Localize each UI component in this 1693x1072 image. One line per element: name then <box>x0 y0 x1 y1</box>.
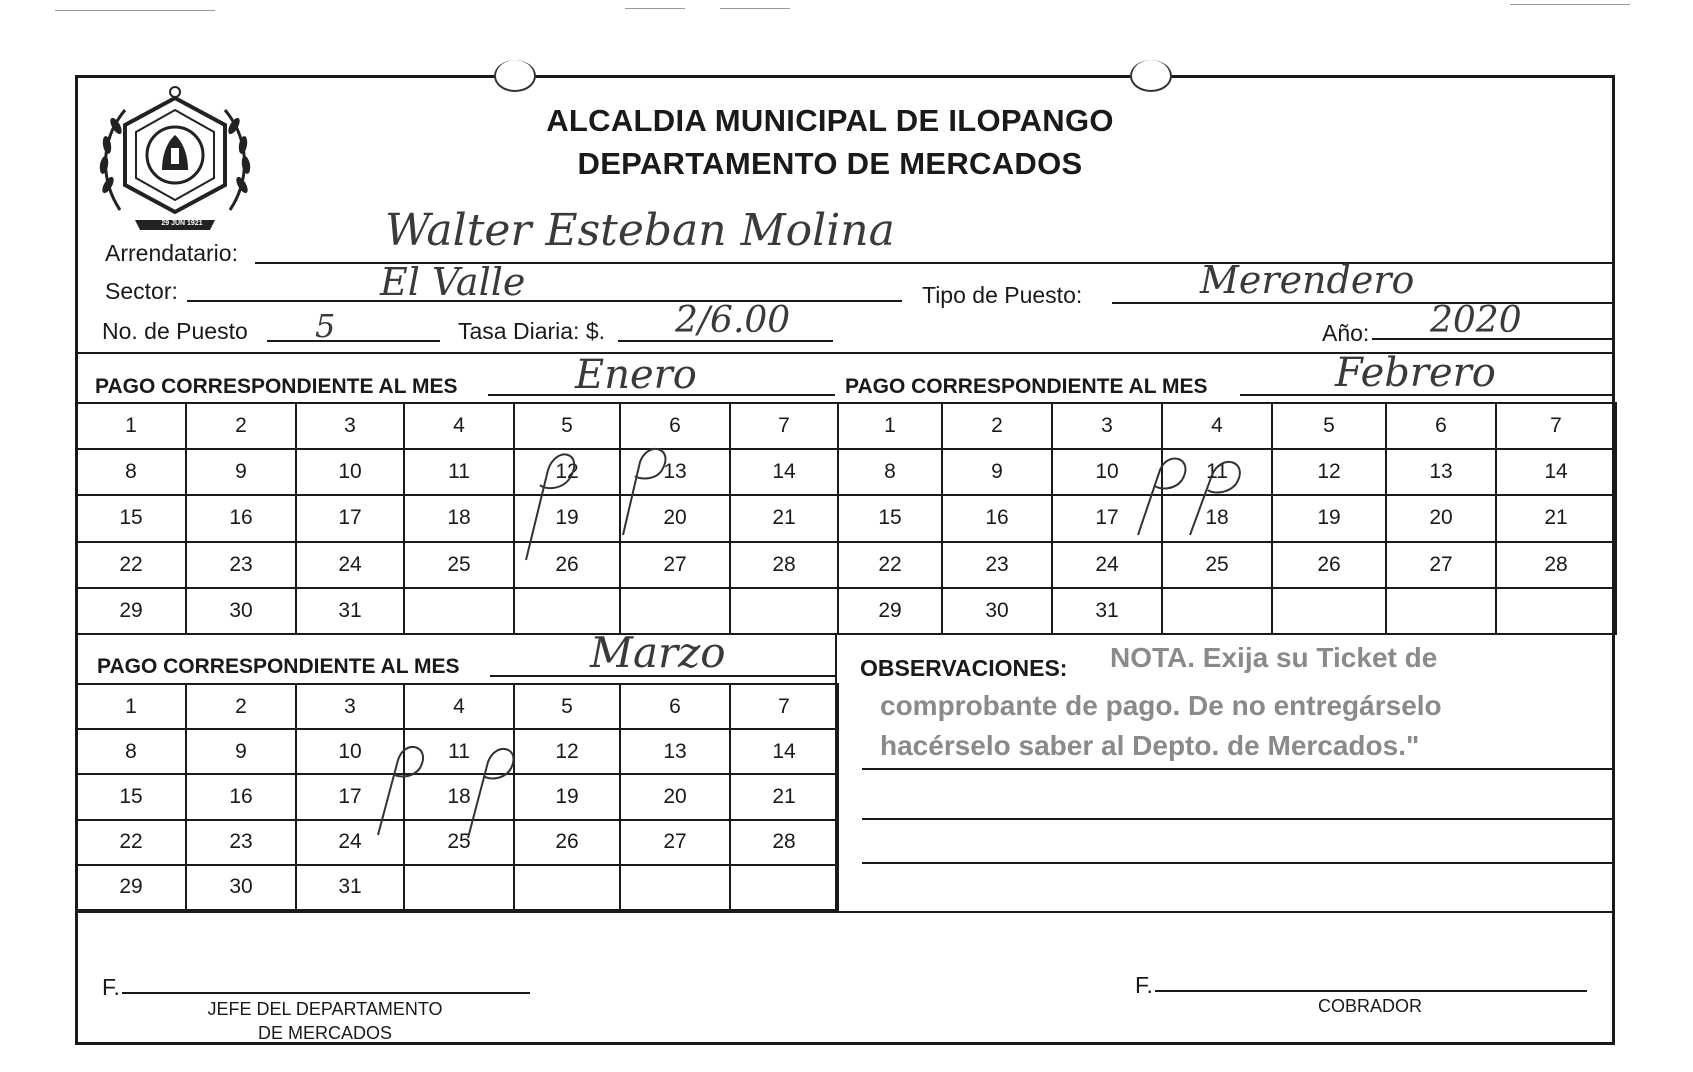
sector-label: Sector: <box>105 278 178 304</box>
anio-value: 2020 <box>1430 300 1522 341</box>
calendar-day-cell: 17 <box>1052 495 1162 541</box>
calendar-day-cell: 19 <box>1272 495 1386 541</box>
calendar-day-cell <box>730 588 838 634</box>
sector-value: El Valle <box>380 260 526 304</box>
jefe-signature-title <box>150 997 500 1045</box>
calendar-day-cell: 26 <box>514 542 620 588</box>
calendar-day-cell: 4 <box>404 684 514 729</box>
tasa-label: Tasa Diaria: $. <box>458 318 606 344</box>
observaciones-label: OBSERVACIONES: <box>860 655 1068 681</box>
calendar-day-cell: 23 <box>942 542 1052 588</box>
observaciones-divider <box>835 635 837 911</box>
calendar-day-cell: 3 <box>1052 403 1162 449</box>
jefe-signature-prefix: F. <box>102 974 120 1000</box>
calendar-week-row <box>76 729 838 774</box>
month3-calendar <box>75 683 839 911</box>
calendar-day-cell <box>1386 588 1496 634</box>
calendar-day-cell: 28 <box>730 820 838 865</box>
calendar-day-cell: 7 <box>730 403 838 449</box>
calendar-day-cell: 11 <box>404 729 514 774</box>
month2-value: Febrero <box>1335 350 1496 396</box>
month2-calendar <box>837 402 1617 635</box>
calendar-day-cell: 31 <box>296 588 404 634</box>
calendar-day-cell: 27 <box>620 820 730 865</box>
section-divider <box>75 911 1615 913</box>
calendar-day-cell: 28 <box>730 542 838 588</box>
calendar-week-row <box>838 403 1616 449</box>
calendar-week-row <box>838 588 1616 634</box>
calendar-day-cell: 1 <box>76 403 186 449</box>
calendar-day-cell: 25 <box>404 820 514 865</box>
calendar-day-cell: 5 <box>1272 403 1386 449</box>
calendar-day-cell <box>1162 588 1272 634</box>
calendar-day-cell: 6 <box>620 403 730 449</box>
calendar-day-cell: 1 <box>838 403 942 449</box>
calendar-day-cell: 2 <box>942 403 1052 449</box>
anio-label: Año: <box>1322 320 1370 346</box>
calendar-day-cell: 19 <box>514 774 620 819</box>
calendar-day-cell: 24 <box>1052 542 1162 588</box>
calendar-day-cell: 15 <box>838 495 942 541</box>
calendar-day-cell: 14 <box>730 729 838 774</box>
calendar-week-row <box>838 495 1616 541</box>
calendar-day-cell: 15 <box>76 495 186 541</box>
calendar-day-cell: 10 <box>296 729 404 774</box>
calendar-day-cell: 5 <box>514 403 620 449</box>
calendar-day-cell: 10 <box>296 449 404 495</box>
calendar-day-cell: 8 <box>76 449 186 495</box>
calendar-day-cell: 9 <box>942 449 1052 495</box>
calendar-day-cell: 14 <box>730 449 838 495</box>
nota-line-1: NOTA. Exija su Ticket de <box>1110 642 1438 673</box>
calendar-week-row <box>76 865 838 910</box>
month1-value: Enero <box>575 352 697 398</box>
calendar-day-cell: 31 <box>1052 588 1162 634</box>
puesto-value: 5 <box>315 307 336 345</box>
calendar-day-cell: 31 <box>296 865 404 910</box>
calendar-day-cell: 4 <box>1162 403 1272 449</box>
tasa-value: 2/6.00 <box>675 300 791 341</box>
calendar-day-cell: 18 <box>404 774 514 819</box>
punch-hole <box>494 60 536 92</box>
jefe-title-line-2: DE MERCADOS <box>257 1023 392 1043</box>
calendar-day-cell: 17 <box>296 495 404 541</box>
department-title: DEPARTAMENTO DE MERCADOS <box>577 146 1083 181</box>
scan-mark <box>1510 4 1630 5</box>
calendar-week-row <box>76 774 838 819</box>
tipo-puesto-line <box>1112 302 1615 304</box>
calendar-day-cell: 30 <box>942 588 1052 634</box>
calendar-day-cell: 22 <box>76 542 186 588</box>
month3-value: Marzo <box>590 628 726 677</box>
month2-label: PAGO CORRESPONDIENTE AL MES <box>845 375 1208 398</box>
calendar-day-cell: 18 <box>404 495 514 541</box>
calendar-week-row <box>76 495 838 541</box>
seal-date: 29 JUN 1921 <box>161 220 203 227</box>
calendar-day-cell: 8 <box>76 729 186 774</box>
calendar-day-cell: 2 <box>186 684 296 729</box>
calendar-day-cell: 30 <box>186 865 296 910</box>
calendar-day-cell: 18 <box>1162 495 1272 541</box>
calendar-day-cell: 16 <box>942 495 1052 541</box>
calendar-day-cell: 5 <box>514 684 620 729</box>
calendar-day-cell: 25 <box>404 542 514 588</box>
scan-mark <box>55 10 215 11</box>
arrendatario-label: Arrendatario: <box>105 240 238 266</box>
calendar-day-cell: 29 <box>76 865 186 910</box>
calendar-week-row <box>76 684 838 729</box>
month3-label: PAGO CORRESPONDIENTE AL MES <box>97 655 460 678</box>
puesto-label: No. de Puesto <box>102 318 248 344</box>
tipo-puesto-label: Tipo de Puesto: <box>922 282 1083 308</box>
calendar-day-cell: 28 <box>1496 542 1616 588</box>
calendar-day-cell: 27 <box>1386 542 1496 588</box>
calendar-day-cell: 3 <box>296 684 404 729</box>
calendar-day-cell: 12 <box>514 449 620 495</box>
month1-calendar <box>75 402 839 635</box>
calendar-day-cell <box>620 865 730 910</box>
calendar-week-row <box>76 820 838 865</box>
nota-line-2: comprobante de pago. De no entregárselo <box>880 690 1442 721</box>
calendar-day-cell: 21 <box>730 774 838 819</box>
calendar-day-cell: 30 <box>186 588 296 634</box>
calendar-day-cell: 9 <box>186 449 296 495</box>
tipo-puesto-value: Merendero <box>1200 258 1415 302</box>
calendar-day-cell: 13 <box>620 449 730 495</box>
observaciones-line <box>862 768 1615 770</box>
punch-hole <box>1130 60 1172 92</box>
calendar-day-cell: 22 <box>838 542 942 588</box>
scan-mark <box>625 8 685 9</box>
calendar-day-cell: 26 <box>1272 542 1386 588</box>
calendar-day-cell <box>404 588 514 634</box>
arrendatario-value: Walter Esteban Molina <box>385 205 895 256</box>
calendar-day-cell: 29 <box>838 588 942 634</box>
calendar-day-cell: 6 <box>620 684 730 729</box>
nota-line-3: hacérselo saber al Depto. de Mercados." <box>880 730 1420 761</box>
puesto-line <box>267 340 440 342</box>
calendar-day-cell: 13 <box>620 729 730 774</box>
calendar-day-cell: 4 <box>404 403 514 449</box>
municipality-title: ALCALDIA MUNICIPAL DE ILOPANGO <box>546 103 1114 138</box>
calendar-day-cell: 24 <box>296 820 404 865</box>
calendar-day-cell: 19 <box>514 495 620 541</box>
calendar-day-cell <box>514 865 620 910</box>
observaciones-line <box>862 818 1615 820</box>
calendar-day-cell: 23 <box>186 820 296 865</box>
calendar-day-cell: 27 <box>620 542 730 588</box>
calendar-day-cell: 1 <box>76 684 186 729</box>
jefe-title-line-1: JEFE DEL DEPARTAMENTO <box>207 999 443 1019</box>
calendar-week-row <box>76 542 838 588</box>
calendar-day-cell: 21 <box>730 495 838 541</box>
calendar-week-row <box>838 449 1616 495</box>
calendar-day-cell: 21 <box>1496 495 1616 541</box>
calendar-day-cell: 12 <box>514 729 620 774</box>
calendar-day-cell: 23 <box>186 542 296 588</box>
cobrador-signature-title: COBRADOR <box>1317 996 1422 1016</box>
calendar-day-cell: 7 <box>1496 403 1616 449</box>
calendar-day-cell: 16 <box>186 495 296 541</box>
calendar-day-cell: 3 <box>296 403 404 449</box>
calendar-day-cell: 7 <box>730 684 838 729</box>
calendar-day-cell: 14 <box>1496 449 1616 495</box>
calendar-week-row <box>76 449 838 495</box>
calendar-day-cell: 10 <box>1052 449 1162 495</box>
calendar-day-cell: 15 <box>76 774 186 819</box>
calendar-day-cell: 22 <box>76 820 186 865</box>
calendar-day-cell <box>1272 588 1386 634</box>
scan-mark <box>720 8 790 9</box>
calendar-day-cell: 29 <box>76 588 186 634</box>
calendar-day-cell <box>1496 588 1616 634</box>
calendar-day-cell <box>730 865 838 910</box>
calendar-day-cell: 17 <box>296 774 404 819</box>
cobrador-signature-prefix: F. <box>1135 972 1153 998</box>
calendar-day-cell: 11 <box>1162 449 1272 495</box>
calendar-day-cell: 12 <box>1272 449 1386 495</box>
jefe-signature-line <box>122 992 530 994</box>
calendar-day-cell <box>404 865 514 910</box>
calendar-day-cell: 11 <box>404 449 514 495</box>
calendar-day-cell: 6 <box>1386 403 1496 449</box>
municipal-seal-icon <box>90 80 260 235</box>
calendar-day-cell: 25 <box>1162 542 1272 588</box>
calendar-day-cell: 13 <box>1386 449 1496 495</box>
calendar-day-cell: 2 <box>186 403 296 449</box>
calendar-day-cell: 9 <box>186 729 296 774</box>
calendar-day-cell: 8 <box>838 449 942 495</box>
sector-line <box>187 300 902 302</box>
calendar-week-row <box>838 542 1616 588</box>
calendar-day-cell: 24 <box>296 542 404 588</box>
calendar-day-cell: 20 <box>1386 495 1496 541</box>
calendar-day-cell: 26 <box>514 820 620 865</box>
month1-label: PAGO CORRESPONDIENTE AL MES <box>95 375 458 398</box>
observaciones-line <box>862 862 1615 864</box>
cobrador-signature-line <box>1155 990 1587 992</box>
calendar-week-row <box>76 403 838 449</box>
calendar-day-cell: 20 <box>620 774 730 819</box>
calendar-day-cell: 20 <box>620 495 730 541</box>
calendar-day-cell: 16 <box>186 774 296 819</box>
